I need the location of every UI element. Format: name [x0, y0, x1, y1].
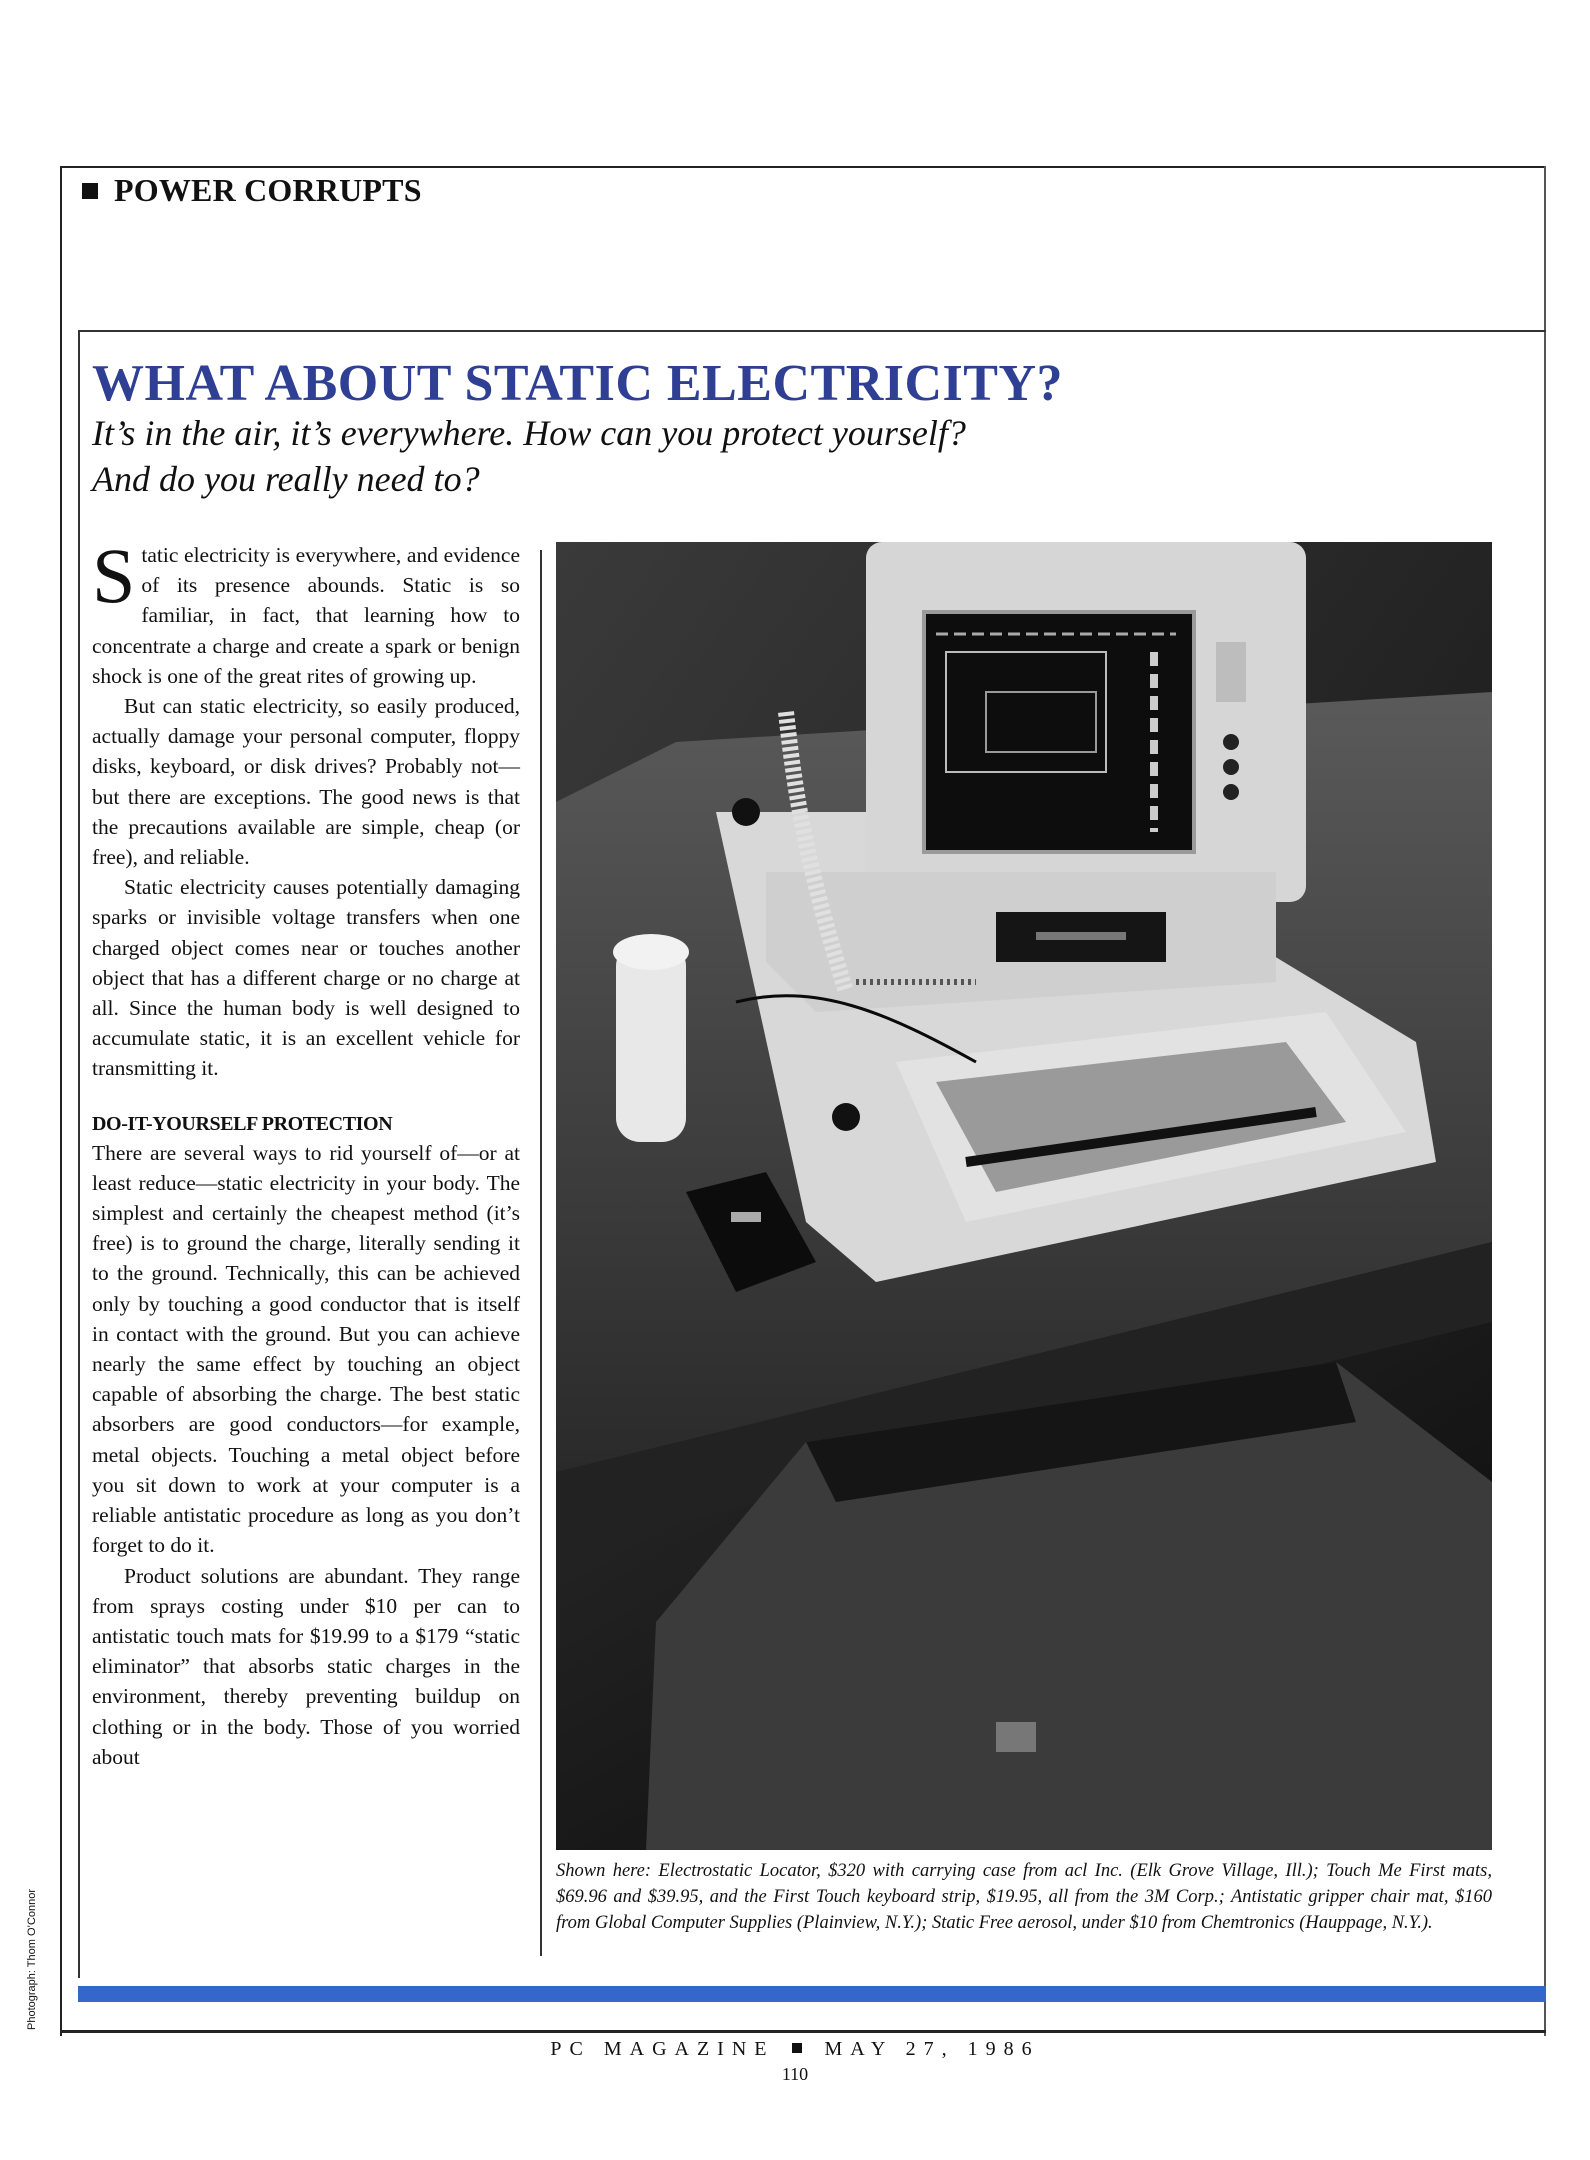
footer-square-icon	[792, 2043, 802, 2053]
paragraph-3: Static electricity causes potentially damaging sparks or invisible voltage transfers when one charged object comes near or touches another object that has a different charge or no charge at all. Since the human body is well designed to accumulate static, it is an excellent vehicle for transmitting it.	[92, 875, 520, 1081]
deck-line-1: It’s in the air, it’s everywhere. How can you protect yourself?	[92, 413, 966, 453]
paragraph-2: But can static electricity, so easily produced, actually damage your personal computer, floppy disks, keyboard, or disk drives? Probably not—but there are exceptions. The good news is that the precautions available are simple, cheap (or free), and reliable.	[92, 694, 520, 870]
article-photo	[556, 542, 1492, 1850]
left-rule	[60, 166, 62, 2036]
photo-caption: Shown here: Electrostatic Locator, $320 with carrying case from acl Inc. (Elk Grove Village, Ill.); Touch Me First mats, $69.96 and $39.95, and the First Touch keyboard strip, $19.95, all from the 3M Corp.; Antistatic gripper chair mat, $160 from Global Computer Supplies (Plainview, N.Y.); Static Free aerosol, under $10 from Chemtronics (Hauppage, N.Y.).	[556, 1861, 1492, 1933]
section-label: POWER CORRUPTS	[114, 172, 422, 208]
drop-cap: S	[92, 532, 136, 619]
photo-credit	[26, 1850, 52, 2030]
article-deck	[92, 410, 966, 502]
paragraph-1-text: tatic electricity is everywhere, and evidence of its presence abounds. Static is so familiar, in fact, that learning how to concentrate a charge and create a spark or benign shock is one of the great rites of growing up.	[92, 543, 520, 688]
subhead: DO-IT-YOURSELF PROTECTION	[92, 1112, 393, 1135]
article-body	[92, 532, 520, 1772]
paragraph-5: Product solutions are abundant. They range from sprays costing under $10 per can to antistatic touch mats for $19.99 to a $179 “static eliminator” that absorbs static charges in the environment, thereby preventing buildup on clothing or in the body. Those of you worried about	[92, 1563, 520, 1769]
bottom-rule	[60, 2030, 1546, 2033]
page-footer	[0, 2038, 1590, 2061]
top-rule	[60, 166, 1546, 168]
column-rule	[540, 550, 542, 1956]
issue-date: MAY 27, 1986	[824, 2038, 1040, 2060]
section-header	[82, 172, 422, 209]
photo-credit-text: Photograph: Thom O’Connor	[26, 1888, 38, 2030]
blue-rule	[78, 1986, 1546, 2002]
square-bullet-icon	[82, 183, 98, 199]
article-headline: WHAT ABOUT STATIC ELECTRICITY?	[92, 355, 1064, 412]
deck-line-2: And do you really need to?	[92, 459, 480, 499]
paragraph-4: There are several ways to rid yourself of—or at least reduce—static electricity in your body. The simplest and certainly the cheapest method (it’s free) is to ground the charge, literally sending it to the ground. Technically, this can be achieved only by touching a good conductor that is itself in contact with the ground. But you can achieve nearly the same effect by touching an object capable of absorbing the charge. The best static absorbers are good conductors—for example, metal objects. Touching a metal object before you sit down to work at your computer is a reliable antistatic procedure as long as you don’t forget to do it.	[92, 1140, 520, 1558]
page-number: 110	[781, 2064, 809, 2084]
magazine-name: PC MAGAZINE	[550, 2038, 775, 2060]
paragraph-1	[92, 532, 520, 691]
